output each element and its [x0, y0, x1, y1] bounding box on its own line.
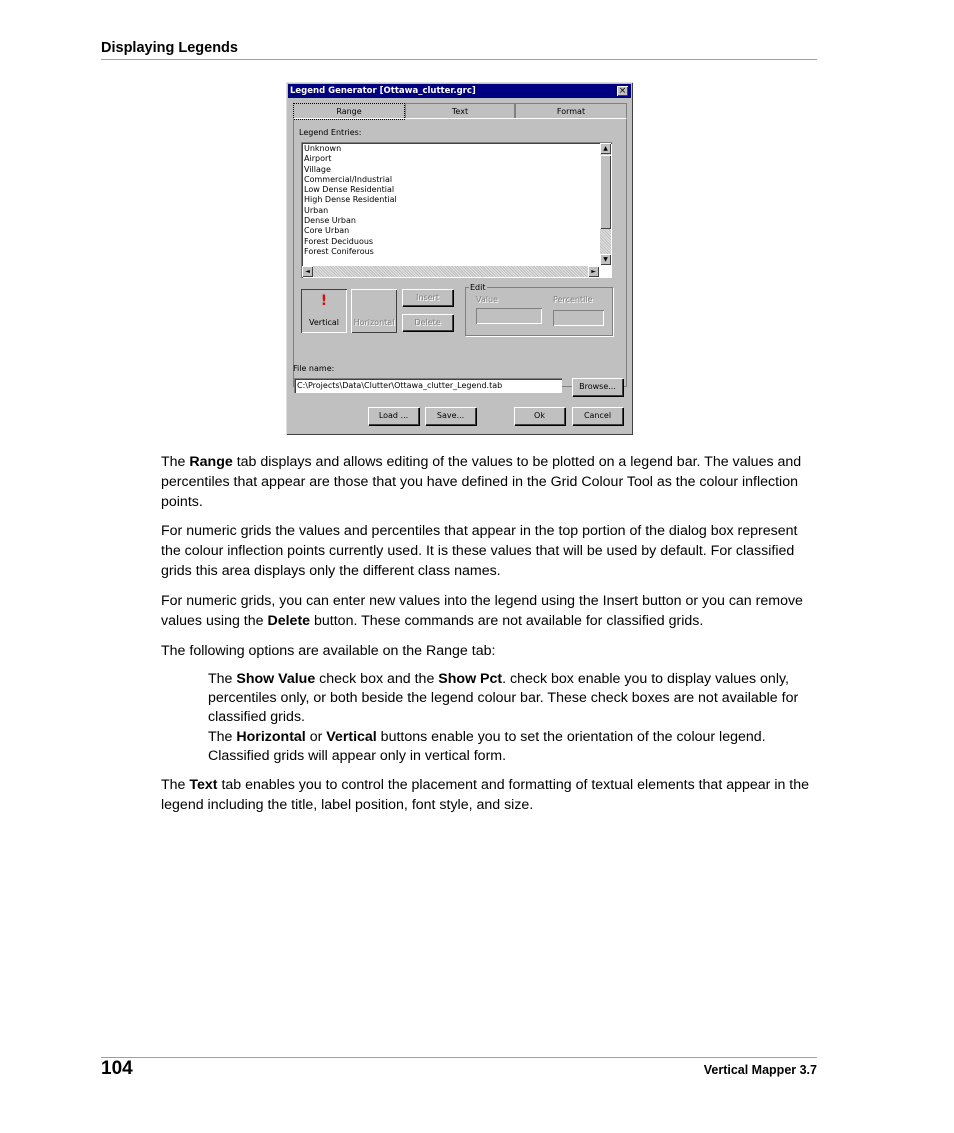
horizontal-scrollbar[interactable] [302, 266, 599, 277]
insert-button[interactable]: Insert [402, 289, 453, 306]
list-item[interactable]: Commercial/Industrial [304, 174, 393, 184]
text: button. These commands are not available for classified grids. [310, 613, 704, 629]
delete-button[interactable]: Delete [402, 314, 453, 331]
text: The [208, 729, 237, 745]
bold-term: Vertical [326, 729, 377, 745]
list-item[interactable]: Low Dense Residential [304, 185, 395, 195]
value-field[interactable] [476, 308, 542, 324]
text: . check box enable you to display values only, percentiles only, or both beside the legend colour bar. These check boxes are not available for classified grids. [208, 671, 799, 725]
scroll-up-icon[interactable]: ▲ [600, 143, 611, 154]
paragraph-options-intro: The following options are available on the Range tab: [161, 643, 496, 659]
browse-button[interactable]: Browse... [572, 378, 623, 396]
paragraph-range-tab [161, 452, 821, 512]
footer-product-title: Vertical Mapper 3.7 [703, 1063, 817, 1077]
vertical-label: Vertical [309, 318, 339, 327]
list-item[interactable]: Dense Urban [304, 216, 356, 226]
page-number: 104 [101, 1058, 133, 1079]
scroll-left-icon[interactable]: ◄ [302, 266, 313, 277]
legend-entries-list[interactable] [301, 142, 612, 278]
text: buttons enable you to set the orientation of the colour legend. Classified grids will appear only in vertical form. [208, 729, 766, 764]
vertical-scrollbar[interactable] [600, 143, 611, 265]
percentile-label: Percentile [553, 295, 593, 304]
tab-range[interactable]: Range [293, 103, 405, 120]
text: The [161, 777, 190, 793]
header-rule [101, 59, 817, 60]
text: The [161, 454, 190, 470]
footer-rule [101, 1057, 817, 1058]
tab-text[interactable]: Text [405, 103, 515, 119]
list-item[interactable]: Unknown [304, 144, 342, 153]
bold-term: Show Pct [438, 671, 503, 687]
bold-term: Horizontal [236, 729, 306, 745]
value-label: Value [476, 295, 498, 304]
horizontal-label: Horizontal [353, 318, 395, 327]
text: tab enables you to control the placement and formatting of textual elements that appear in the legend including the title, label position, font style, and size. [161, 777, 810, 813]
paragraph-text-tab [161, 775, 821, 815]
legend-entries-items [304, 144, 397, 257]
vertical-legend-icon: ! [320, 293, 328, 309]
percentile-field[interactable] [553, 310, 604, 326]
vertical-orientation-button[interactable] [301, 289, 347, 333]
text: or [305, 729, 327, 745]
file-name-field[interactable]: C:\Projects\Data\Clutter\Ottawa_clutter_Legend.tab [294, 378, 562, 393]
ok-button[interactable]: Ok [514, 407, 565, 425]
file-name-label: File name: [293, 364, 335, 373]
text: check box and the [315, 671, 439, 687]
horizontal-orientation-button[interactable] [351, 289, 397, 333]
dialog-titlebar [288, 84, 631, 98]
list-item[interactable]: Village [304, 164, 331, 174]
list-item[interactable]: Core Urban [304, 226, 350, 236]
cancel-button[interactable]: Cancel [572, 407, 623, 425]
save-button[interactable]: Save... [425, 407, 476, 425]
section-title: Displaying Legends [101, 40, 238, 56]
text: For numeric grids, you can enter new values into the legend using the Insert button or you can remove values using the [161, 593, 803, 629]
scroll-right-icon[interactable]: ► [588, 266, 599, 277]
list-item[interactable]: Forest Coniferous [304, 246, 374, 256]
list-item[interactable]: Urban [304, 205, 329, 215]
paragraph-numeric-grids: For numeric grids the values and percentiles that appear in the top portion of the dialog box represent the colour inflection points currently used. It is these values that will be used by default. For classified grids this area displays only the different class names. [161, 523, 798, 579]
list-item[interactable]: Forest Deciduous [304, 236, 374, 246]
option-show-value [208, 670, 820, 727]
list-item[interactable]: High Dense Residential [304, 195, 397, 205]
text: tab displays and allows editing of the values to be plotted on a legend bar. The values and percentiles that appear are those that you have defined in the Grid Colour Tool as the colour inflection points. [161, 454, 802, 510]
text: The [208, 671, 237, 687]
edit-group-label: Edit [470, 283, 486, 292]
scroll-thumb[interactable] [600, 155, 611, 229]
bold-term: Range [189, 454, 233, 470]
close-icon[interactable]: × [618, 86, 627, 96]
legend-entries-label: Legend Entries: [299, 128, 362, 137]
option-orientation [208, 728, 820, 766]
tab-format[interactable]: Format [515, 103, 627, 119]
scroll-down-icon[interactable]: ▼ [600, 254, 611, 265]
dialog-title: Legend Generator [Ottawa_clutter.grc] [290, 86, 476, 96]
paragraph-insert-delete [161, 591, 821, 631]
bold-term: Delete [267, 613, 311, 629]
load-button[interactable]: Load ... [368, 407, 419, 425]
list-item[interactable]: Airport [304, 154, 332, 164]
legend-generator-dialog [286, 82, 633, 435]
bold-term: Show Value [236, 671, 316, 687]
bold-term: Text [189, 777, 218, 793]
